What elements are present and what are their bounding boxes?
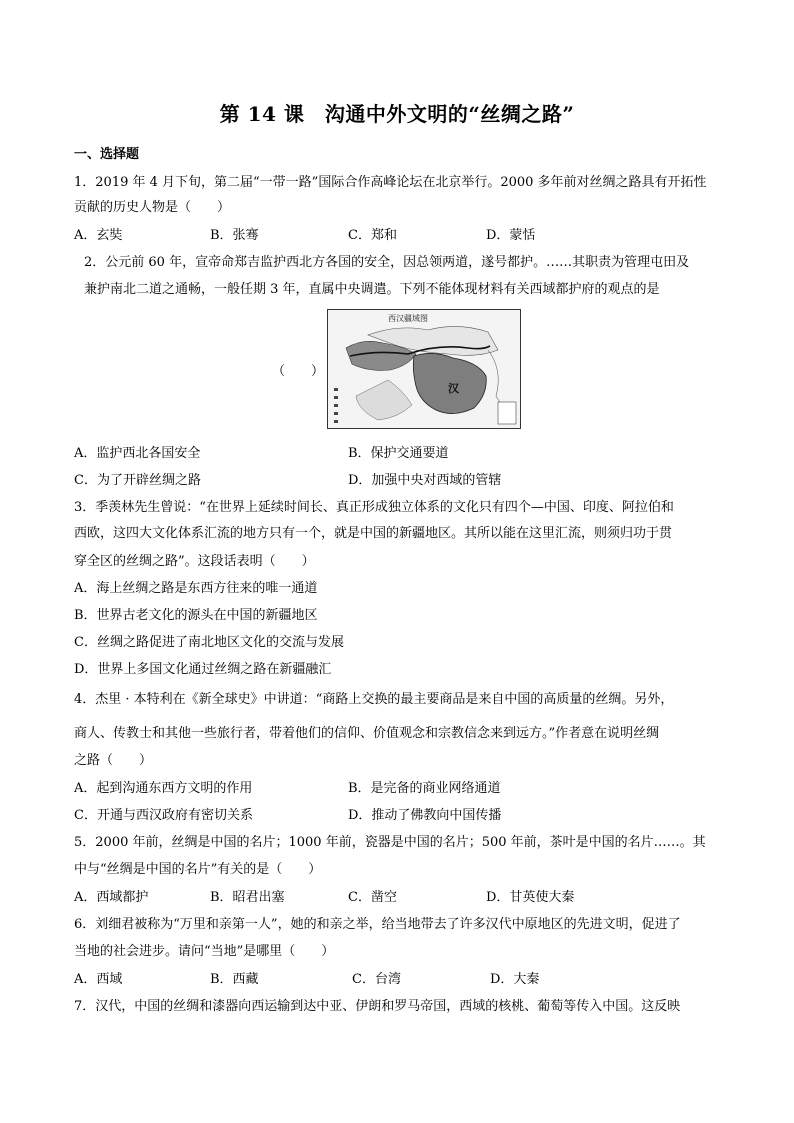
- q3-stem-line1: 3．季羡林先生曾说：“在世界上延续时间长、真正形成独立体系的文化只有四个—中国、印度、阿拉伯和: [74, 500, 674, 515]
- q1-option-c: C．郑和: [348, 228, 397, 243]
- map-inset: [498, 402, 516, 424]
- q1-stem-line2: 贡献的历史人物是（ ）: [74, 200, 231, 215]
- section-heading: 一、选择题: [74, 147, 140, 162]
- q3-option-c: C．丝绸之路促进了南北地区文化的交流与发展: [74, 635, 344, 650]
- q2-option-c: C．为了开辟丝绸之路: [74, 473, 201, 488]
- q2-option-a: A．监护西北各国安全: [74, 446, 201, 461]
- page-title: 第 14 课 沟通中外文明的“丝绸之路”: [219, 102, 575, 126]
- q6-stem-line2: 当地的社会进步。请问“当地”是哪里（ ）: [74, 944, 335, 959]
- q2-stem-line2: 兼护南北二道之通畅，一般任期 3 年，直属中央调遣。下列不能体现材料有关西域都护府的观点的是: [84, 282, 660, 297]
- q4-option-a: A．起到沟通东西方文明的作用: [74, 781, 253, 796]
- q5-option-c: C．凿空: [348, 890, 397, 905]
- q2-answer-paren: （ ）: [272, 364, 325, 379]
- q3-stem-line2: 西欧，这四大文化体系汇流的地方只有一个，就是中国的新疆地区。其所以能在这里汇流，则须归功于贯: [74, 526, 673, 541]
- q1-option-d: D．蒙恬: [486, 228, 536, 243]
- legend-swatch-3: [334, 404, 338, 407]
- q4-stem-line2: 商人、传教士和其他一些旅行者，带着他们的信仰、价值观念和宗教信念来到远方。”作者意在说明丝绸: [74, 726, 660, 741]
- q2-option-d: D．加强中央对西域的管辖: [348, 473, 502, 488]
- q6-option-d: D．大秦: [490, 972, 540, 987]
- q2-stem-line1: 2．公元前 60 年，宣帝命郑吉监护西北方各国的安全，因总领两道，遂号都护。……其职责为管理屯田及: [84, 255, 690, 270]
- q4-option-d: D．推动了佛教向中国传播: [348, 808, 502, 823]
- q5-stem-line2: 中与“丝绸是中国的名片”有关的是（ ）: [74, 862, 322, 877]
- q3-option-d: D．世界上多国文化通过丝绸之路在新疆融汇: [74, 662, 332, 677]
- q6-option-c: C．台湾: [352, 972, 401, 987]
- q3-stem-line3: 穿全区的丝绸之路”。这段话表明（ ）: [74, 554, 315, 569]
- q6-option-a: A．西域: [74, 972, 123, 987]
- q4-option-c: C．开通与西汉政府有密切关系: [74, 808, 253, 823]
- q3-option-b: B．世界古老文化的源头在中国的新疆地区: [74, 608, 318, 623]
- legend-swatch-4: [334, 412, 338, 415]
- q4-option-b: B．是完备的商业网络通道: [348, 781, 501, 796]
- q5-option-a: A．西域都护: [74, 890, 149, 905]
- q5-option-d: D．甘英使大秦: [486, 890, 575, 905]
- q2-option-b: B．保护交通要道: [348, 446, 449, 461]
- q4-stem-line3: 之路（ ）: [74, 753, 153, 768]
- q1-option-b: B．张骞: [210, 228, 259, 243]
- western-han-territory-map: [327, 309, 521, 429]
- q1-option-a: A．玄奘: [74, 228, 123, 243]
- q5-stem-line1: 5．2000 年前，丝绸是中国的名片；1000 年前，瓷器是中国的名片；500 年前，茶叶是中国的名片……。其: [74, 835, 706, 850]
- q6-option-b: B．西藏: [210, 972, 259, 987]
- q3-option-a: A．海上丝绸之路是东西方往来的唯一通道: [74, 581, 318, 596]
- map-han-label: 汉: [448, 382, 459, 395]
- map-title: 西汉疆域图: [388, 314, 428, 323]
- q6-stem-line1: 6．刘细君被称为“万里和亲第一人”，她的和亲之举，给当地带去了许多汉代中原地区的先进文明，促进了: [74, 917, 681, 932]
- q4-stem-line1: 4．杰里 · 本特利在《新全球史》中讲道：“商路上交换的最主要商品是来自中国的高质量的丝绸。另外，: [74, 692, 674, 707]
- q5-option-b: B．昭君出塞: [210, 890, 285, 905]
- legend-swatch-1: [334, 388, 338, 391]
- legend-swatch-2: [334, 396, 338, 399]
- q7-stem-line1: 7．汉代，中国的丝绸和漆器向西运输到达中亚、伊朗和罗马帝国，西域的核桃、葡萄等传入中国。这反映: [74, 999, 681, 1014]
- legend-swatch-5: [334, 420, 338, 423]
- q1-stem-line1: 1．2019 年 4 月下旬，第二届“一带一路”国际合作高峰论坛在北京举行。2000 多年前对丝绸之路具有开拓性: [74, 175, 707, 190]
